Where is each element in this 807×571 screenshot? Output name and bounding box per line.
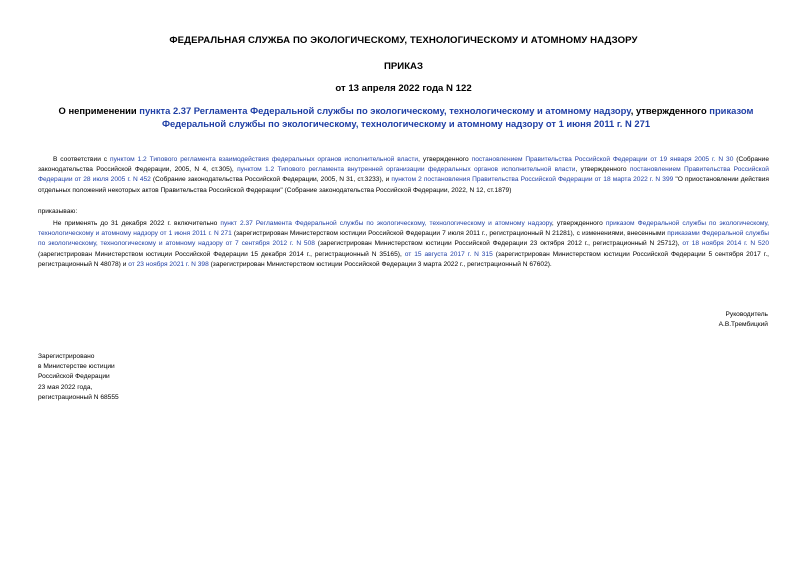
preamble-paragraph (38, 155, 769, 196)
signatory-position: Руководитель (725, 311, 768, 318)
preamble-text: , утвержденного (418, 156, 472, 163)
preamble-text: , утвержденного (575, 166, 630, 174)
order-text: (зарегистрирован Министерством юстиции Российской Федерации 3 марта 2022 г., регистрационный N 67602). (208, 260, 552, 268)
order-text: (зарегистрирован Министерством юстиции Российской Федерации 15 декабря 2014 г., регистрационный N 35165), (38, 250, 405, 258)
preamble-link-typical-regulation[interactable]: пунктом 1.2 Типового регламента взаимодействия федеральных органов исполнительной власти (110, 156, 419, 163)
orders-label: приказываю: (38, 208, 78, 215)
preamble-link-internal-regulation[interactable]: пунктом 1.2 Типового регламента внутренней организации федеральных органов исполнительной власти (237, 166, 576, 174)
order-text: (зарегистрирован Министерством юстиции Российской Федерации 7 июля 2011 г., регистрационный N 21281), с изменениями, внесенными (231, 230, 668, 238)
order-text: Не применять до 31 декабря 2022 г. включительно (53, 220, 221, 227)
order-text: , утвержденного (551, 220, 606, 227)
preamble-text: В соответствии с (53, 156, 111, 163)
preamble-text: "О приостановлении действия отдельных положений некоторых актов Правительства Российской Федерации" (Собрание законодательства Российской Федерации, 2022, N 12, ст.1879) (38, 176, 769, 194)
document-date-number: от 13 апреля 2022 года N 122 (335, 83, 472, 94)
preamble-text: (Собрание законодательства Российской Федерации, 2005, N 31, ст.3233), и (150, 176, 392, 184)
order-link-order-271[interactable]: приказом Федеральной службы по экологическому, технологическому и атомному надзору от 1 июня 2011 г. N 271 (38, 220, 770, 238)
title-text: , утвержденного (630, 105, 710, 116)
registration-line: в Министерстве юстиции (38, 363, 115, 371)
registration-block (38, 352, 119, 403)
agency-name: ФЕДЕРАЛЬНАЯ СЛУЖБА ПО ЭКОЛОГИЧЕСКОМУ, ТЕХНОЛОГИЧЕСКОМУ И АТОМНОМУ НАДЗОРУ (169, 35, 638, 46)
registration-number: регистрационный N 68555 (38, 393, 119, 401)
registration-line: Зарегистрировано (38, 353, 95, 360)
registration-line: Российской Федерации (38, 373, 110, 381)
title-link-regulation-clause[interactable]: пункта 2.37 Регламента Федеральной службы по экологическому, технологическому и атомному надзору (139, 105, 631, 116)
title-text: О неприменении (58, 105, 140, 116)
registration-date: 23 мая 2022 года, (38, 383, 93, 391)
title-link-order-271[interactable]: приказом Федеральной службы по экологическому, технологическому и атомному надзору от 1 июня 2011 г. N 271 (161, 105, 754, 129)
order-link-order-508[interactable]: приказами Федеральной службы по экологическому, технологическому и атомному надзору от 7 сентября 2012 г. N 508 (38, 230, 769, 248)
order-text: (зарегистрирован Министерством юстиции Российской Федерации 5 сентября 2017 г., регистрационный N 48078) и (38, 250, 769, 268)
preamble-link-decree-399[interactable]: пунктом 2 постановления Правительства Российской Федерации от 18 марта 2022 г. N 399 (391, 176, 674, 184)
order-link-order-315[interactable]: от 15 августа 2017 г. N 315 (404, 250, 493, 258)
document-type: ПРИКАЗ (384, 61, 423, 72)
order-paragraph (38, 219, 769, 270)
order-link-clause-237[interactable]: пункт 2.37 Регламента Федеральной службы по экологическому, технологическому и атомному надзору (220, 220, 552, 227)
preamble-link-decree-452[interactable]: постановлением Правительства Российской Федерации от 28 июля 2005 г. N 452 (38, 166, 769, 184)
order-link-order-398[interactable]: от 23 ноября 2021 г. N 398 (128, 260, 209, 268)
order-link-order-520[interactable]: от 18 ноября 2014 г. N 520 (682, 240, 769, 248)
signature-block (640, 310, 768, 330)
preamble-link-decree-30[interactable]: постановлением Правительства Российской Федерации от 19 января 2005 г. N 30 (471, 156, 734, 163)
order-text: (зарегистрирован Министерством юстиции Российской Федерации 23 октября 2012 г., регистрационный N 25712), (314, 240, 683, 248)
document-title (50, 105, 762, 130)
signatory-name: А.В.Трембицкий (718, 321, 768, 329)
preamble-text: (Собрание законодательства Российской Федерации, 2005, N 4, ст.305), (38, 156, 770, 174)
